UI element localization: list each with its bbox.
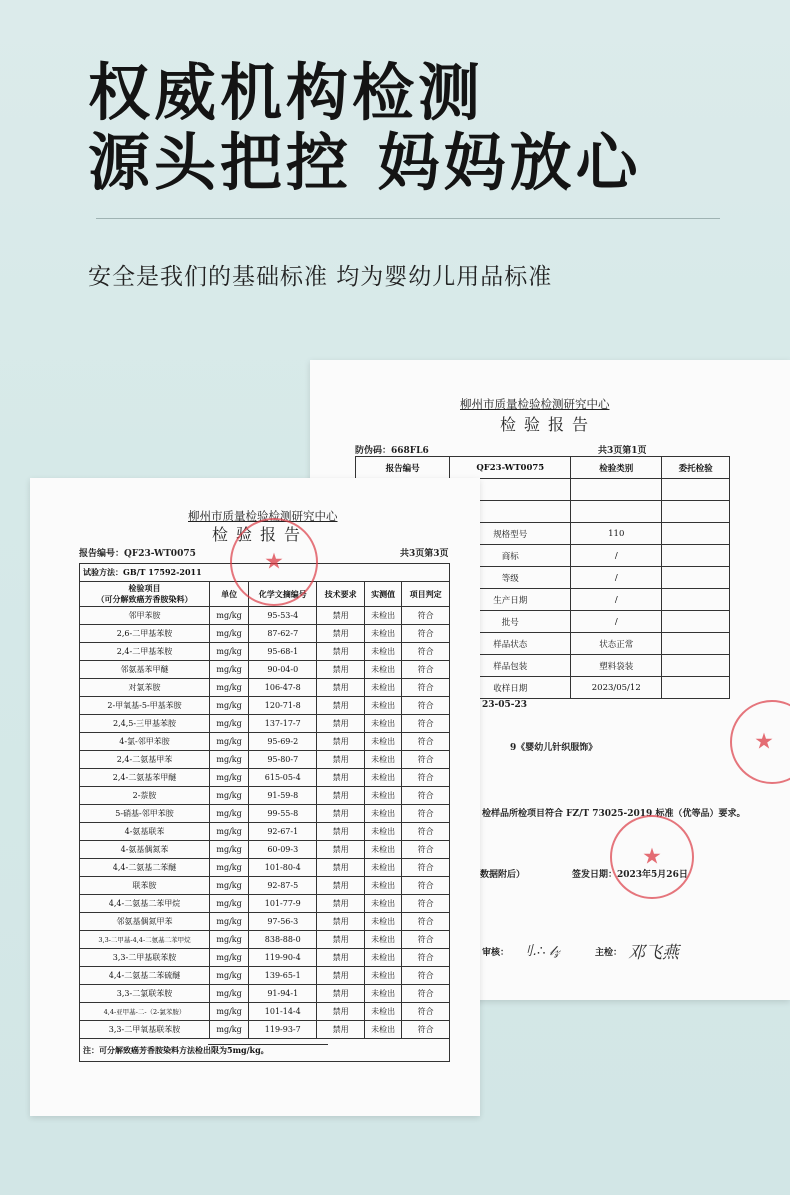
table-cell: 符合 [402,805,450,823]
table-cell: 未检出 [364,661,401,679]
table-cell: 95-68-1 [249,643,317,661]
table-row [80,823,450,841]
back-table-cell: 样品状态 [450,633,571,655]
table-cell: mg/kg [210,1003,249,1021]
table-cell: 2,4-二氨基甲苯 [80,751,210,769]
table-cell: 符合 [402,607,450,625]
table-cell: 101-77-9 [249,895,317,913]
table-cell: 120-71-8 [249,697,317,715]
test-method: 试验方法：GB/T 17592-2011 [80,564,450,582]
table-cell: 4,4-二氨基二苯甲烷 [80,895,210,913]
back-report-anti-fake: 防伪码：668FL6 [355,446,429,456]
table-cell: 符合 [402,751,450,769]
table-cell: 未检出 [364,985,401,1003]
table-row [80,643,450,661]
table-cell: 符合 [402,769,450,787]
table-cell: 禁用 [317,895,365,913]
table-cell: 禁用 [317,1003,365,1021]
table-cell: 2,6-二甲基苯胺 [80,625,210,643]
table-cell: 5-硝基-邻甲苯胺 [80,805,210,823]
table-row [80,949,450,967]
table-cell: 邻氨基偶氮甲苯 [80,913,210,931]
table-cell: 符合 [402,733,450,751]
table-cell: mg/kg [210,607,249,625]
back-report-page-number: 共3页第1页 [598,446,647,456]
table-row [80,787,450,805]
divider [96,218,720,219]
table-cell: 3,3-二甲氧基联苯胺 [80,1021,210,1039]
table-cell: 未检出 [364,697,401,715]
table-cell: 未检出 [364,967,401,985]
back-table-cell: 商标 [450,545,571,567]
back-table-cell: / [571,611,662,633]
table-row [80,985,450,1003]
table-cell: 符合 [402,643,450,661]
table-cell: 禁用 [317,643,365,661]
table-cell: 禁用 [317,607,365,625]
subtitle: 安全是我们的基础标准 均为婴幼儿用品标准 [88,264,553,290]
table-cell: 91-59-8 [249,787,317,805]
table-cell: mg/kg [210,1021,249,1039]
table-cell: 2,4,5-三甲基苯胺 [80,715,210,733]
back-report-appendix: 数据附后） [480,870,526,880]
table-cell: 92-87-5 [249,877,317,895]
table-cell: 99-55-8 [249,805,317,823]
table-cell: 联苯胺 [80,877,210,895]
table-cell: 未检出 [364,949,401,967]
table-cell: 95-53-4 [249,607,317,625]
table-cell: mg/kg [210,805,249,823]
table-cell: mg/kg [210,661,249,679]
table-cell: 符合 [402,679,450,697]
table-cell: 未检出 [364,715,401,733]
back-table-cell: 样品包装 [450,655,571,677]
table-row [80,877,450,895]
back-table-cell [662,567,730,589]
table-cell: 3,3-二氯联苯胺 [80,985,210,1003]
table-cell: 95-80-7 [249,751,317,769]
table-row [80,769,450,787]
table-cell: 符合 [402,841,450,859]
table-cell: 未检出 [364,913,401,931]
table-cell: 符合 [402,859,450,877]
table-cell: 禁用 [317,697,365,715]
table-cell: 119-93-7 [249,1021,317,1039]
back-table-cell: / [571,589,662,611]
table-row [80,679,450,697]
table-cell: 符合 [402,895,450,913]
table-cell: 91-94-1 [249,985,317,1003]
table-cell: 119-90-4 [249,949,317,967]
table-cell: 符合 [402,913,450,931]
front-report-page [30,478,480,1116]
back-table-cell [662,589,730,611]
back-table-cell: 检验类别 [571,457,662,479]
back-report-standard: 9《婴幼儿针织服饰》 [510,743,598,753]
table-cell: 137-17-7 [249,715,317,733]
table-cell: 禁用 [317,787,365,805]
back-table-cell [662,523,730,545]
inspection-seal-stamp: ★ [610,815,694,899]
table-cell: 101-80-4 [249,859,317,877]
table-cell: 未检出 [364,877,401,895]
front-report-number: 报告编号：QF23-WT0075 [79,549,196,559]
table-cell: 未检出 [364,751,401,769]
back-table-cell [662,655,730,677]
table-cell: mg/kg [210,877,249,895]
table-cell: 97-56-3 [249,913,317,931]
back-table-cell: QF23-WT0075 [450,457,571,479]
back-table-cell: 状态正常 [571,633,662,655]
table-cell: 139-65-1 [249,967,317,985]
table-row [80,697,450,715]
table-cell: 未检出 [364,895,401,913]
back-table-cell [662,677,730,699]
inspection-seal-stamp-edge: ★ [730,700,790,784]
table-cell: 615-05-4 [249,769,317,787]
back-report-approver-label: 主检： [595,948,623,958]
back-table-cell: 规格型号 [450,523,571,545]
back-report-title: 检验报告 [500,415,597,434]
back-report-conclusion: 检样品所检项目符合 FZ/T 73025-2019 标准（优等品）要求。 [482,809,746,819]
table-row [80,967,450,985]
table-cell: 禁用 [317,661,365,679]
table-cell: mg/kg [210,787,249,805]
table-cell: mg/kg [210,913,249,931]
table-cell: 4,4-亚甲基-二-（2-氯苯胺） [80,1003,210,1021]
back-table-cell: / [571,545,662,567]
table-cell: 禁用 [317,949,365,967]
table-cell: mg/kg [210,643,249,661]
table-cell: 未检出 [364,859,401,877]
table-cell: 未检出 [364,805,401,823]
column-header: 技术要求 [317,582,365,607]
back-table-cell: 等级 [450,567,571,589]
back-table-cell [662,611,730,633]
back-table-cell [662,479,730,501]
table-cell: 禁用 [317,715,365,733]
table-cell: mg/kg [210,733,249,751]
back-table-cell: 收样日期 [450,677,571,699]
table-cell: 符合 [402,787,450,805]
table-cell: mg/kg [210,625,249,643]
table-cell: 禁用 [317,805,365,823]
table-cell: 禁用 [317,931,365,949]
column-header: 项目判定 [402,582,450,607]
table-cell: 符合 [402,715,450,733]
table-cell: mg/kg [210,859,249,877]
table-cell: mg/kg [210,841,249,859]
table-cell: 符合 [402,1021,450,1039]
table-cell: 未检出 [364,607,401,625]
back-table-cell: 塑料袋装 [571,655,662,677]
column-header: 单位 [210,582,249,607]
back-table-cell [662,545,730,567]
table-row [80,841,450,859]
table-cell: 禁用 [317,679,365,697]
front-report-org: 柳州市质量检验检测研究中心 [188,509,338,523]
table-cell: 禁用 [317,985,365,1003]
table-cell: mg/kg [210,895,249,913]
table-cell: 符合 [402,697,450,715]
table-cell: 未检出 [364,679,401,697]
table-cell: 4-氨基联苯 [80,823,210,841]
headline-line-1: 权威机构检测 [88,56,485,129]
table-cell: 符合 [402,931,450,949]
back-table-cell [662,501,730,523]
table-cell: 禁用 [317,823,365,841]
table-row [80,859,450,877]
table-cell: mg/kg [210,679,249,697]
table-cell: 禁用 [317,841,365,859]
table-cell: 2-甲氧基-5-甲基苯胺 [80,697,210,715]
headline-line-2: 源头把控 妈妈放心 [88,126,642,199]
table-cell: 符合 [402,949,450,967]
table-cell: 未检出 [364,823,401,841]
table-cell: 禁用 [317,877,365,895]
test-results-table [79,563,450,1062]
table-row [80,1003,450,1021]
table-cell: mg/kg [210,697,249,715]
table-row [80,895,450,913]
table-cell: 60-09-3 [249,841,317,859]
table-cell: 禁用 [317,751,365,769]
table-cell: 92-67-1 [249,823,317,841]
table-cell: 未检出 [364,1003,401,1021]
back-table-cell: / [571,567,662,589]
table-cell: mg/kg [210,967,249,985]
table-cell: 对氯苯胺 [80,679,210,697]
table-cell: 禁用 [317,733,365,751]
inspection-seal-stamp: ★ [230,518,318,606]
table-cell: mg/kg [210,931,249,949]
back-report-reviewer-label: 审核： [482,948,510,958]
back-table-cell: 2023/05/12 [571,677,662,699]
table-cell: 3,3-二甲基-4,4-二氨基二苯甲烷 [80,931,210,949]
table-row [80,931,450,949]
table-cell: 符合 [402,1003,450,1021]
table-cell: 符合 [402,967,450,985]
table-cell: 2,4-二甲基苯胺 [80,643,210,661]
table-cell: 禁用 [317,1021,365,1039]
table-cell: 95-69-2 [249,733,317,751]
table-cell: 符合 [402,823,450,841]
table-cell: 符合 [402,985,450,1003]
table-cell: 4-氨基偶氮苯 [80,841,210,859]
back-table-cell: 生产日期 [450,589,571,611]
table-cell: mg/kg [210,985,249,1003]
back-table-cell [662,633,730,655]
table-cell: 未检出 [364,931,401,949]
table-cell: 838-88-0 [249,931,317,949]
back-table-cell [571,479,662,501]
table-cell: 禁用 [317,625,365,643]
table-cell: 4-氯-邻甲苯胺 [80,733,210,751]
table-cell: 101-14-4 [249,1003,317,1021]
table-row [80,661,450,679]
back-table-cell: 委托检验 [662,457,730,479]
table-cell: 90-04-0 [249,661,317,679]
table-cell: 87-62-7 [249,625,317,643]
column-header: 检验项目 （可分解致癌芳香胺染料） [80,582,210,607]
table-cell: 禁用 [317,967,365,985]
table-row [80,733,450,751]
table-cell: mg/kg [210,715,249,733]
table-cell: mg/kg [210,949,249,967]
reviewer-signature: 刂.∴ 𝓁𝓏 [520,944,560,959]
table-row [80,805,450,823]
table-cell: 禁用 [317,913,365,931]
table-cell: mg/kg [210,751,249,769]
table-cell: 3,3-二甲基联苯胺 [80,949,210,967]
back-report-date-line: 23-05-23 [482,700,528,710]
back-table-cell: 批号 [450,611,571,633]
table-cell: mg/kg [210,769,249,787]
column-header: 实测值 [364,582,401,607]
table-cell: 未检出 [364,733,401,751]
table-cell: 符合 [402,625,450,643]
table-cell: 禁用 [317,859,365,877]
table-cell: 106-47-8 [249,679,317,697]
detection-limit-note: 注：可分解致癌芳香胺染料方法检出限为5mg/kg。 [80,1039,450,1062]
table-cell: 未检出 [364,625,401,643]
back-report-org: 柳州市质量检验检测研究中心 [460,397,610,411]
signature-line [208,1044,328,1045]
table-cell: 4,4-二氨基二苯醚 [80,859,210,877]
column-header: 化学文摘编号 [249,582,317,607]
table-cell: 禁用 [317,769,365,787]
back-table-cell: 报告编号 [356,457,450,479]
table-cell: 邻氨基苯甲醚 [80,661,210,679]
table-row [80,1021,450,1039]
table-row [80,751,450,769]
approver-signature: 邓飞燕 [628,943,679,963]
table-cell: mg/kg [210,823,249,841]
table-cell: 符合 [402,877,450,895]
table-cell: 未检出 [364,769,401,787]
table-cell: 未检出 [364,643,401,661]
table-cell: 4,4-二氨基二苯硫醚 [80,967,210,985]
table-cell: 邻甲苯胺 [80,607,210,625]
table-cell: 2-萘胺 [80,787,210,805]
table-cell: 符合 [402,661,450,679]
table-row [80,715,450,733]
back-report-sign-date: 签发日期：2023年5月26日 [572,870,688,880]
table-row [80,625,450,643]
front-report-title: 检验报告 [212,525,309,544]
table-row [80,913,450,931]
front-report-page-number: 共3页第3页 [400,549,449,559]
table-cell: 未检出 [364,841,401,859]
table-cell: 2,4-二氨基苯甲醚 [80,769,210,787]
table-cell: 未检出 [364,787,401,805]
table-row [80,607,450,625]
back-table-cell [571,501,662,523]
table-cell: 未检出 [364,1021,401,1039]
back-table-cell: 110 [571,523,662,545]
back-table-row [356,457,730,479]
